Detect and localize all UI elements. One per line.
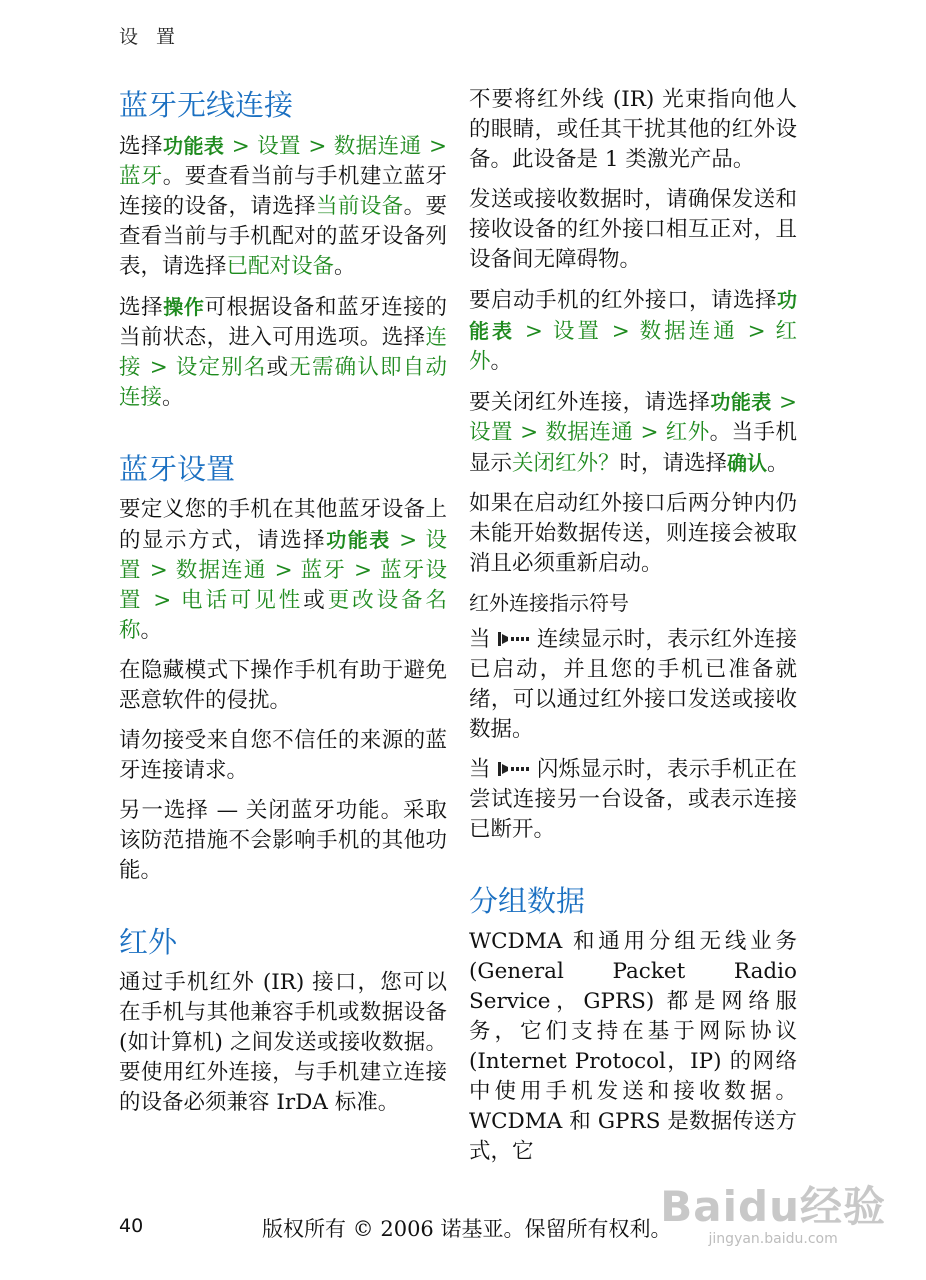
menu-term: 操作: [163, 295, 205, 319]
section-bluetooth-connection: [119, 85, 447, 413]
path-separator: >: [512, 420, 546, 445]
menu-term: 功能表: [162, 134, 225, 158]
text: 。: [334, 254, 356, 279]
paragraph: [119, 131, 447, 282]
path-separator: >: [390, 528, 426, 553]
paragraph: WCDMA 和通用分组无线业务 (General Packet Radio Service，GPRS) 都是网络服务，它们支持在基于网际协议 (Internet Protocol，IP) 的网络中使用手机发送和接收数据。WCDMA 和 GPRS 是数据传送方式，它: [469, 929, 797, 1164]
paragraph: 另一选择 — 关闭蓝牙功能。采取该防范措施不会影响手机的其他功能。: [119, 798, 447, 883]
path-separator: >: [633, 420, 666, 445]
menu-term: 确认: [727, 451, 768, 475]
path-separator: >: [421, 134, 447, 159]
menu-term: 关闭红外？: [512, 451, 620, 476]
menu-term: 设置: [119, 528, 447, 583]
path-separator: >: [601, 319, 640, 344]
path-separator: >: [737, 319, 776, 344]
menu-term: 当前设备: [316, 194, 404, 219]
menu-term: 红外: [469, 319, 798, 374]
watermark-logo: Baidu经验: [660, 1182, 886, 1231]
path-separator: >: [346, 558, 381, 583]
heading-bluetooth-settings: 蓝牙设置: [119, 452, 236, 486]
menu-term: 设置: [552, 319, 602, 344]
text: 要启动手机的红外接口，请选择: [469, 288, 777, 313]
path-separator: >: [301, 134, 334, 159]
path-separator: >: [224, 134, 258, 159]
menu-term: 设置: [257, 134, 302, 159]
copyright-notice: 版权所有 © 2006 诺基亚。保留所有权利。: [262, 1217, 672, 1241]
text: 选择: [119, 134, 163, 159]
left-column: [119, 85, 447, 1154]
text: 。当手机显示: [469, 420, 797, 476]
menu-term: 功能表: [469, 288, 797, 343]
text: 。: [767, 451, 789, 476]
paragraph: [469, 625, 797, 745]
menu-term: 数据连通: [639, 319, 738, 344]
path-separator: >: [266, 558, 301, 583]
text: 闪烁显示时，表示手机正在尝试连接另一台设备，或表示连接已断开。: [469, 757, 797, 842]
paragraph: 通过手机红外 (IR) 接口，您可以在手机与其他兼容手机或数据设备 (如计算机) 之间发送或接收数据。要使用红外连接，与手机建立连接的设备必须兼容 IrDA 标准。: [119, 970, 447, 1115]
path-separator: >: [771, 390, 797, 415]
heading-infrared: 红外: [119, 925, 178, 959]
menu-term: 蓝牙设置: [119, 558, 447, 613]
menu-term: 功能表: [710, 390, 772, 414]
infrared-connection-icon: [495, 761, 533, 777]
text: 当: [469, 627, 491, 652]
section-bluetooth-settings: [119, 449, 447, 886]
menu-term: 功能表: [326, 528, 391, 552]
infrared-connection-icon: [495, 631, 533, 647]
text: 要关闭红外连接，请选择: [469, 390, 711, 415]
path-separator: >: [143, 588, 182, 613]
paragraph: 如果在启动红外接口后两分钟内仍未能开始数据传送，则连接会被取消且必须重新启动。: [469, 491, 797, 576]
text: 选择: [119, 295, 164, 320]
section-infrared: [119, 922, 447, 1118]
menu-term: 电话可见性: [181, 588, 304, 613]
menu-term: 无需确认即自动连接: [119, 355, 447, 410]
paragraph: [469, 387, 797, 479]
menu-term: 设置: [469, 420, 513, 445]
menu-term: 蓝牙: [300, 558, 347, 583]
path-separator: >: [515, 319, 553, 344]
text: 。: [162, 385, 184, 410]
text: 。: [490, 349, 513, 374]
paragraph: 不要将红外线 (IR) 光束指向他人的眼睛，或任其干扰其他的红外设备。此设备是 1 类激光产品。: [469, 87, 797, 172]
menu-term: 红外: [665, 420, 710, 445]
path-separator: >: [141, 355, 176, 380]
page-number: 40: [119, 1215, 144, 1237]
paragraph: [469, 285, 797, 377]
paragraph: [119, 495, 447, 646]
text: 连续显示时，表示红外连接已启动，并且您的手机已准备就绪，可以通过红外接口发送或接收数据。: [469, 627, 797, 742]
text: 可根据设备和蓝牙连接的当前状态，进入可用选项。选择: [119, 295, 447, 350]
menu-term: 连接: [119, 325, 447, 380]
paragraph: [469, 755, 797, 845]
path-separator: >: [141, 558, 176, 583]
menu-term: 已配对设备: [226, 254, 335, 279]
menu-term: 数据连通: [333, 134, 422, 159]
menu-term: 更改设备名称: [119, 588, 447, 643]
text: 或: [303, 588, 328, 613]
paragraph: 发送或接收数据时，请确保发送和接收设备的红外接口相互正对，且设备间无障碍物。: [469, 187, 797, 272]
text: 。要查看当前与手机配对的蓝牙设备列表，请选择: [119, 194, 447, 279]
text: 。要查看当前与手机建立蓝牙连接的设备，请选择: [119, 164, 447, 219]
right-column: [469, 85, 797, 1177]
heading-infrared-indicator: 红外连接指示符号: [469, 591, 629, 615]
watermark-url: jingyan.baidu.com: [708, 1231, 838, 1247]
baidu-watermark: [660, 1182, 886, 1247]
page-header-section: 设 置: [119, 26, 182, 48]
paragraph: 请勿接受来自您不信任的来源的蓝牙连接请求。: [119, 728, 447, 783]
text: 或: [266, 355, 290, 380]
text: 。: [140, 618, 163, 643]
menu-term: 蓝牙: [119, 164, 163, 189]
text: 当: [469, 757, 491, 782]
text: 时，请选择: [619, 451, 728, 476]
menu-term: 设定别名: [175, 355, 267, 380]
heading-packet-data: 分组数据: [469, 884, 586, 918]
menu-term: 数据连通: [545, 420, 634, 445]
paragraph: 在隐藏模式下操作手机有助于避免恶意软件的侵扰。: [119, 658, 447, 713]
text: 要定义您的手机在其他蓝牙设备上的显示方式，请选择: [119, 497, 447, 553]
menu-term: 数据连通: [175, 558, 267, 583]
paragraph: [119, 292, 447, 413]
heading-bluetooth-connection: 蓝牙无线连接: [119, 88, 294, 122]
